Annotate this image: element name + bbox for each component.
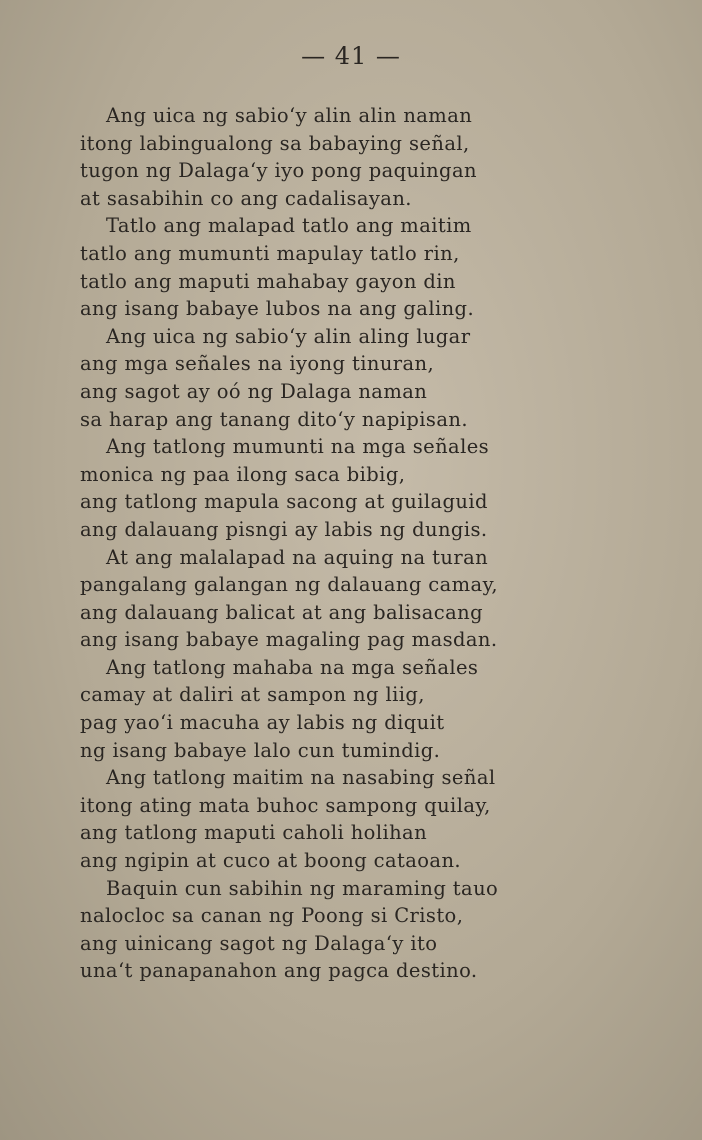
verse-line: ang mga señales na iyong tinuran, [80,352,435,376]
verse-line: monica ng paa ilong saca bibig, [80,462,406,486]
verse-line: Ang tatlong mumunti na mga señales [106,435,490,459]
verse-line: itong labingualong sa babaying señal, [80,131,470,155]
stanza [80,323,550,433]
verse-line: Ang uica ng sabio‘y alin aling lugar [106,324,471,348]
verse-line: Ang tatlong maitim na nasabing señal [106,766,496,790]
verse-line: ang dalauang pisngi ay labis ng dungis. [80,517,488,541]
verse-line: Ang uica ng sabio‘y alin alin naman [106,104,473,127]
verse-line: nalocloc sa canan ng Poong si Cristo, [80,904,464,928]
verse-line: ang uinicang sagot ng Dalaga‘y ito [80,931,438,955]
verse-line: Baquin cun sabihin ng maraming tauo [106,876,499,900]
verse-line: ang ngipin at cuco at boong cataoan. [80,849,462,873]
verse-line: ang sagot ay oó ng Dalaga naman [80,379,428,403]
verse-line: ang tatlong maputi caholi holihan [80,821,428,845]
verse-line: Ang tatlong mahaba na mga señales [106,655,479,679]
stanza [80,544,550,654]
verse-line: At ang malalapad na aquing na turan [106,545,489,569]
verse-line: ang tatlong mapula sacong at guilaguid [80,490,488,514]
stanza [80,654,550,764]
stanza [80,764,550,874]
verse-line: tugon ng Dalaga‘y iyo pong paquingan [80,159,477,183]
page-number: — 41 — [301,42,401,70]
verse-line: itong ating mata buhoc sampong quilay, [80,793,491,817]
stanza [80,102,550,212]
verse-line: tatlo ang mumunti mapulay tatlo rin, [80,241,460,265]
verse-line: pangalang galangan ng dalauang camay, [80,573,498,597]
verse-line: sa harap ang tanang dito‘y napipisan. [80,407,468,431]
verse-line: Tatlo ang malapad tatlo ang maitim [106,214,472,238]
verse-line: ng isang babaye lalo cun tumindig. [80,738,441,762]
stanza [80,212,550,322]
stanza [80,875,550,985]
verse-line: una‘t panapanahon ang pagca destino. [80,959,478,983]
verse-line: ang isang babaye magaling pag masdan. [80,628,498,652]
verse-line: pag yao‘i macuha ay labis ng diquit [80,711,445,735]
verse-line: camay at daliri at sampon ng liig, [80,683,425,707]
verse-line: ang dalauang balicat at ang balisacang [80,600,483,624]
verse-line: ang isang babaye lubos na ang galing. [80,297,475,321]
verse-body [80,102,550,985]
verse-line: tatlo ang maputi mahabay gayon din [80,269,456,293]
stanza [80,433,550,543]
verse-line: at sasabihin co ang cadalisayan. [80,186,412,210]
